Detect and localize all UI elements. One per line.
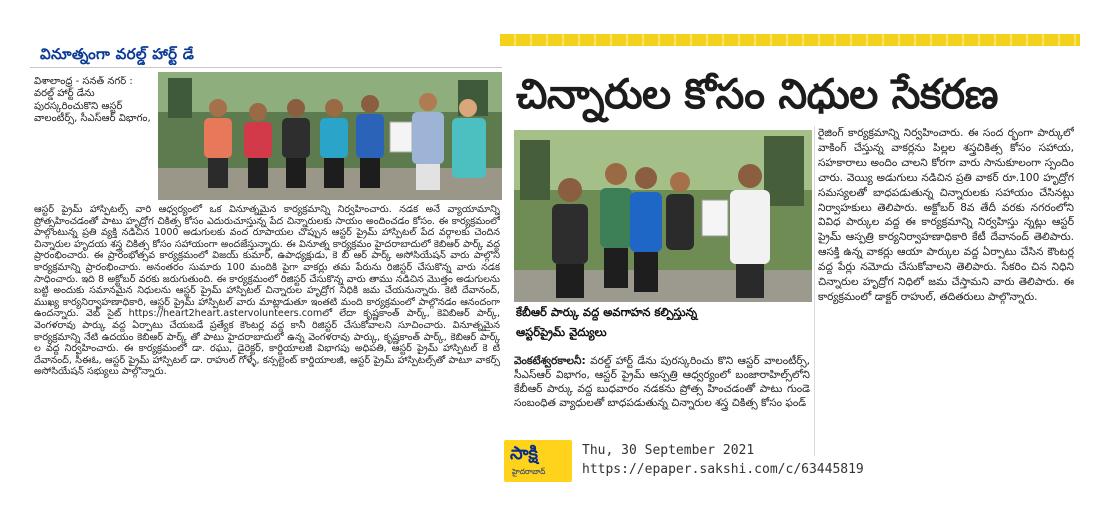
left-title-bar	[30, 44, 502, 68]
right-article	[500, 34, 1080, 484]
sakshi-logo-icon	[504, 440, 572, 482]
right-article-column-2: రైజింగ్ కార్యక్రమాన్ని నిర్వహించారు. ఈ సంద ర్భంగా పార్కులో వాకింగ్ చేస్తున్న వాకర్లను పిల్లల శస్త్రచికిత్స కోసం సహాయ, సహకారాలు అందిం చాలని కోరగా వారు సానుకూలంగా స్పందిం చారు. వెయ్యి అడుగులు నడిచిన ప్రతి వాకర్ రూ.100 హృద్రోగ సమస్యలతో బాధపడుతున్న చిన్నారులకు సహాయం చేసినట్లు నిర్వాహకులు తెలిపారు. అక్టోబర్ 8వ తేదీ వరకు నగరంలోని వివిధ పార్కుల వద్ద ఈ కార్యక్రమాన్ని నిర్వహిస్తు న్నట్లు ఆస్టర్ ప్రైమ్ ఆస్పత్రి కార్యనిర్వాహణాధికారి కేటీ దేవానంద్ తెలిపారు. ఆసక్తి ఉన్న వాకర్లు ఆయా పార్కుల వద్ద ఏర్పాటు చేసిన కౌంటర్ల వద్ద పేర్లు నమోదు చేసుకోవాలని తెలిపారు. సేకరిం చిన నిధిని చిన్నారుల హృద్రోగ నిధిలో జమ చేస్తామని వారు తెలిపారు. ఈ కార్యక్రమంలో డాక్టర్ రాహుల్, తదితరులు పాల్గొన్నారు.	[818, 127, 1074, 303]
left-article-title: వినూత్నంగా వరల్డ్ హార్ట్ డే	[40, 45, 195, 63]
epaper-url[interactable]: https://epaper.sakshi.com/c/63445819	[582, 462, 864, 477]
right-article-column-1	[514, 354, 810, 452]
left-article-body: ఆస్టర్ ప్రైమ్ హాస్పిటల్స్ వారి ఆధ్వర్యంలో ఒక వినూత్నమైన కార్యక్రమాన్ని నిర్వహించారు. నడక అనే వ్యాయామాన్ని ప్రోత్సహించడంతో పాటు హృద్రోగ చికిత్స కోసం ఎదురుచూస్తున్న పేద చిన్నారులకు సాయం అందించడం కోసం. ఈ కార్యక్రమంలో పాల్గొంటున్న ప్రతి వ్యక్తి నడిచిన 1000 అడుగులకు వంద రూపాయల చొప్పున ఆస్టర్ ప్రైమ్ హాస్పిటల్ పేద వర్గాలకు చెందిన చిన్నారుల హృదయ శస్త్ర చికిత్స కోసం సహాయంగా అందజేస్తున్నారు. ఈ వినూత్న కార్యక్రమం హైదరాబాదులో కెబిఆర్ పార్క్ వద్ద ప్రారంభించారు. ఈ ప్రారంభోత్సవ కార్యక్రమంలో విజయ్ కుమార్, ఉపాధ్యక్షుడు, కె బీ ఆర్ పార్క్ అసోసియేషన్ వారు పాల్గొని కార్యక్రమాన్ని ప్రారంభించారు. అనంతరం సుమారు 100 మందికి పైగా వాకర్లు తమ పేరును రిజిస్టర్ చేసుకొన్న వారు నడక సాధించారు. ఇది 8 అక్టోబర్ వరకు జరుగుతుంది. ఈ కార్యక్రమంలో రిజిస్టర్ చేసుకొన్న వారు తాము నడిచిన మొత్తం అడుగులను బట్టి అందుకు సమానమైన నిధులను ఆస్టర్ ప్రైమ్ హాస్పిటల్ చిన్నారుల హృద్రోగ నిధికి జమ చేయనున్నారు. కెటి దేవానంద్, ముఖ్య కార్యనిర్వాహణాధికారి, ఆస్టర్ ప్రైమ్ హాస్పిటల్ వారు మాట్లాడుతూ ఇంతటి మంది కార్యక్రమంలో పాల్గొనడం ఆనందంగా ఉందన్నారు. వెబ్ సైట్ https://heart2heart.astervolunteers.comలో లేదా కృష్ణకాంత్ పార్క్, కెవిబిఆర్ పార్క్, వెంగళరావు పార్కు వద్ద ఏర్పాటు చేయబడే ప్రత్యేక కౌంటర్ల వద్ద కానీ రిజిస్టర్ చేసుకోవాలని సూచించారు. వినూత్నమైన కార్యక్రమాన్ని నేటి ఉదయం కెబిఆర్ పార్క్ తో పాటు హైదరాబాదులో ఉన్న వెంగళరావు పార్కు, కృష్ణకాంత్ పార్క్, కెబిఆర్ పార్క్ ల వద్ద నిర్వహించారు. ఈ కార్యక్రమంలో డా. రఘు, డైరెక్టర్, కార్డియాలజీ విభాగపు అధిపతి, ఆస్టర్ ప్రైమ్ హాస్పిటల్ కె టి దేవానంద్, సీఈఓ, ఆస్టర్ ప్రైమ్ హాస్పిటల్ డా. రాహుల్ గోళ్ళే, కన్సల్టెంట్ కార్డియాలజీ, ఆస్టర్ ప్రైమ్ హాస్పిటల్స్‌తో పాటూ వాకర్స్ అసోసియేషన్ సభ్యులు పాల్గొన్నారు.	[34, 204, 500, 378]
caption-line: కేబీఆర్ పార్కు వద్ద అవగాహన కల్పిస్తున్న	[516, 305, 698, 319]
right-article-headline: చిన్నారుల కోసం నిధుల సేకరణ	[516, 70, 998, 118]
epaper-footer	[500, 440, 1080, 484]
publication-date: Thu, 30 September 2021	[582, 443, 755, 458]
right-article-photo	[514, 130, 812, 302]
kbr-park-photo	[514, 130, 812, 302]
walkers-group-photo	[158, 72, 502, 200]
top-yellow-stripe	[500, 34, 1080, 46]
logo-subtext: హైదరాబాద్	[512, 467, 546, 476]
column-divider	[814, 126, 815, 456]
logo-text: సాక్షి	[510, 443, 538, 464]
caption-line: ఆస్టర్‌ప్రైమ్ వైద్యులు	[516, 325, 607, 339]
left-article-lead: విశాలాంధ్ర - సనత్ నగర్ : వరల్డ్ హార్ట్ డేను పురస్కరించుకొని ఆస్టర్ వాలంటీర్స్, సీఎస్ఆర్ విభాగం,	[34, 76, 151, 125]
left-article-photo	[158, 72, 502, 200]
left-article	[30, 44, 502, 436]
person-figure	[666, 172, 694, 250]
right-photo-caption	[514, 302, 812, 350]
dateline: వెంకటేశ్వరకాలనీ:	[514, 355, 586, 367]
column-1-text: వరల్డ్ హార్ట్ డేను పురస్కరించు కొని ఆస్టర్ వాలంటీర్స్, సీఎస్ఆర్ విభాగం, ఆస్టర్ ప్రైమ్ ఆస్పత్రి ఆధ్వర్యంలో బంజారాహిల్స్‌లోని కేబీఆర్ పార్కు వద్ద బుధవారం నడకను ప్రోత్స హించడంతో పాటు గుండె సంబంధిత వ్యాధులతో బాధపడుతున్న చిన్నారుల శస్త్ర చికిత్స కోసం ఫండ్	[514, 355, 810, 409]
